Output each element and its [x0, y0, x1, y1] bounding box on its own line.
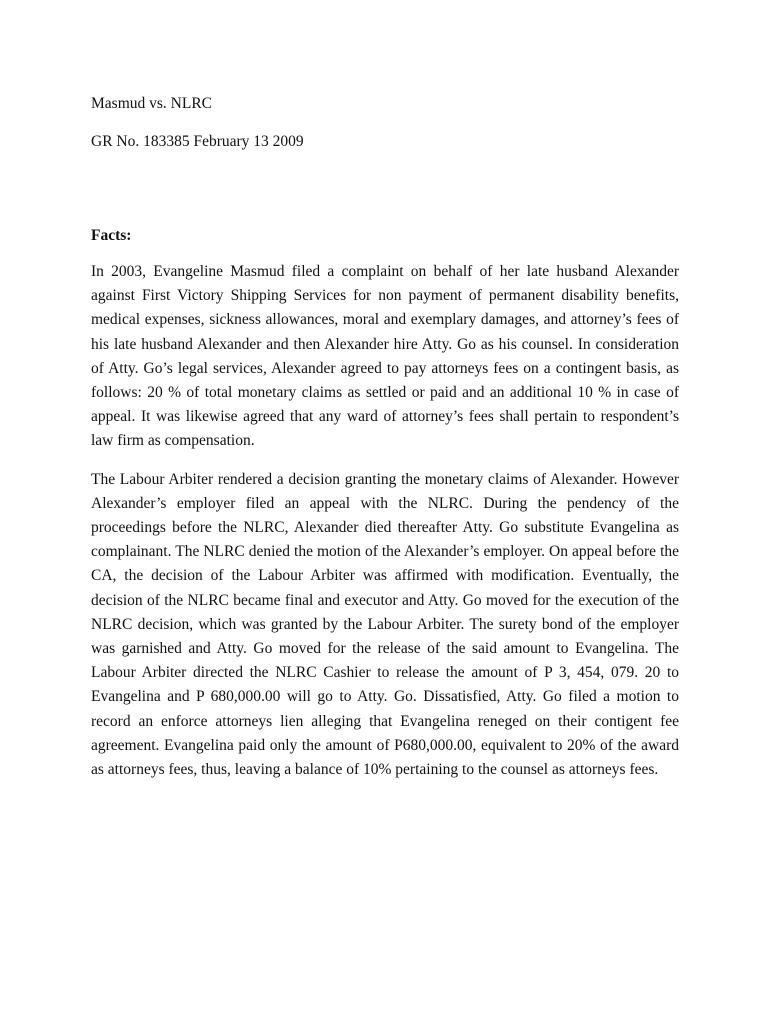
document-body: [91, 93, 679, 796]
facts-paragraph-2: The Labour Arbiter rendered a decision granting the monetary claims of Alexander. However Alexander’s employer filed an appeal with the NLRC. During the pendency of the proceedings before the NLRC, Alexander died thereafter Atty. Go substitute Evangelina as complainant. The NLRC denied the motion of the Alexander’s employer. On appeal before the CA, the decision of the Labour Arbiter was affirmed with modification. Eventually, the decision of the NLRC became final and executor and Atty. Go moved for the execution of the NLRC decision, which was granted by the Labour Arbiter. The surety bond of the employer was garnished and Atty. Go moved for the release of the said amount to Evangelina. The Labour Arbiter directed the NLRC Cashier to release the amount of P 3, 454, 079. 20 to Evangelina and P 680,000.00 will go to Atty. Go. Dissatisfied, Atty. Go filed a motion to record an enforce attorneys lien alleging that Evangelina reneged on their contigent fee agreement. Evangelina paid only the amount of P680,000.00, equivalent to 20% of the award as attorneys fees, thus, leaving a balance of 10% pertaining to the counsel as attorneys fees.: [91, 470, 679, 779]
facts-paragraph-1: In 2003, Evangeline Masmud filed a complaint on behalf of her late husband Alexander against First Victory Shipping Services for non payment of permanent disability benefits, medical expenses, sickness allowances, moral and exemplary damages, and attorney’s fees of his late husband Alexander and then Alexander hire Atty. Go as his counsel. In consideration of Atty. Go’s legal services, Alexander agreed to pay attorneys fees on a contingent basis, as follows: 20 % of total monetary claims as settled or paid and an additional 10 % in case of appeal. It was likewise agreed that any ward of attorney’s fees shall pertain to respondent’s law firm as compensation.: [91, 263, 679, 450]
case-number: GR No. 183385 February 13 2009: [91, 133, 304, 150]
section-heading-facts: Facts:: [91, 227, 132, 244]
case-title: Masmud vs. NLRC: [91, 95, 212, 112]
